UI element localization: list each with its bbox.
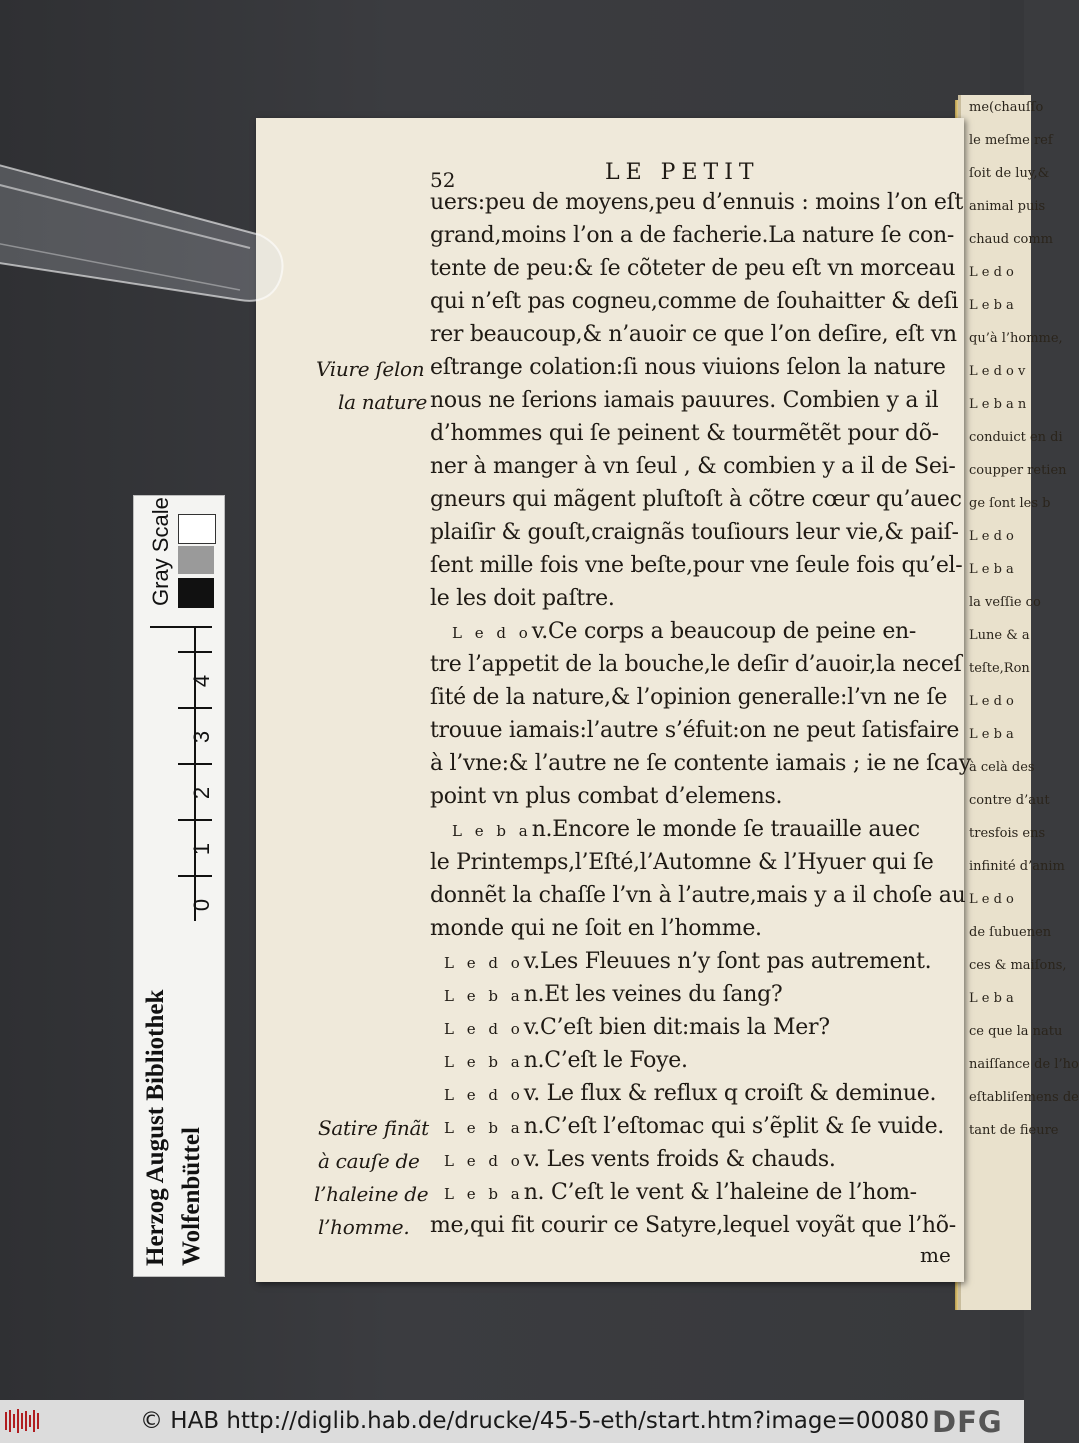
- text-line: le les doit paſtre.: [430, 586, 615, 611]
- speech-line: [444, 1048, 688, 1073]
- text-line: eſtrange colation:ſi nous viuions ſelon la nature: [430, 355, 946, 380]
- text-line: v. Le flux & reflux q croiſt & deminue.: [523, 1081, 937, 1106]
- text-line: ner à manger à vn ſeul , & combien y a il de Sei-: [430, 454, 956, 479]
- text-line: nous ne ſerions iamais pauures. Combien y a il: [430, 388, 939, 413]
- text-line: me,qui fit courir ce Satyre,lequel voyãt que l’hõ-: [430, 1213, 956, 1238]
- adjacent-page-fragment: la veſſie co: [969, 595, 1041, 610]
- speaker-label: L e b a: [444, 1185, 524, 1203]
- speaker-label: L e b a: [444, 1119, 524, 1137]
- scale-number: 3: [189, 730, 215, 744]
- margin-note: l’homme.: [318, 1215, 410, 1239]
- swatch-white: [178, 514, 216, 544]
- text-line: le Printemps,l’Eſté,l’Automne & l’Hyuer qui ſe: [430, 850, 934, 875]
- footer-bar: [0, 1400, 1024, 1443]
- text-line: à l’vne:& l’autre ne ſe contente iamais ; ie ne ſcay: [430, 751, 971, 776]
- swatch-black: [178, 578, 214, 608]
- adjacent-page-fragment: L e d o: [969, 265, 1014, 280]
- hab-logo-icon: [4, 1408, 44, 1434]
- scale-tick: [178, 763, 212, 765]
- adjacent-page-fragment: ces & maiſons,: [969, 958, 1067, 973]
- scale-tick: [178, 875, 212, 877]
- speech-line: [444, 1147, 836, 1172]
- text-line: gneurs qui mãgent pluſtoſt à cõtre cœur qu’auec: [430, 487, 962, 512]
- adjacent-page-fragment: L e d o: [969, 529, 1014, 544]
- margin-note: la nature: [338, 390, 428, 414]
- text-line: v.Les Fleuues n’y ſont pas autrement.: [523, 949, 932, 974]
- speech-line: [444, 1015, 830, 1040]
- catchword: me: [920, 1243, 951, 1267]
- margin-note: Viure ſelon: [316, 357, 425, 381]
- text-line: n.Et les veines du ſang?: [523, 982, 783, 1007]
- page-number: 52: [430, 168, 456, 192]
- text-line: v.Ce corps a beaucoup de peine en-: [531, 619, 917, 644]
- margin-note: Satire finãt: [318, 1116, 429, 1140]
- margin-note: à cauſe de: [318, 1149, 420, 1173]
- scale-tick: [178, 819, 212, 821]
- speaker-label: L e d o: [444, 954, 524, 972]
- speech-line: [452, 817, 920, 842]
- adjacent-page-fragment: tant de fieure: [969, 1123, 1059, 1138]
- adjacent-page-fragment: conduict en di: [969, 430, 1063, 445]
- speech-line: [444, 1180, 917, 1205]
- margin-note: l’haleine de: [314, 1182, 429, 1206]
- speech-line: [444, 982, 782, 1007]
- speaker-label: L e d o: [444, 1086, 524, 1104]
- institution-name: Herzog August Bibliothek: [142, 989, 169, 1266]
- speaker-label: L e d o: [444, 1020, 524, 1038]
- speaker-label: L e d o: [452, 624, 532, 642]
- text-line: d’hommes qui ſe peinent & tourmẽtẽt pour dõ-: [430, 421, 939, 446]
- text-line: n. C’eſt le vent & l’haleine de l’hom-: [523, 1180, 917, 1205]
- scale-tick: [150, 626, 212, 628]
- adjacent-page-fragment: L e d o v: [969, 364, 1026, 379]
- adjacent-page-fragment: ſoit de luy,&: [969, 166, 1050, 181]
- running-head: LE PETIT: [605, 160, 760, 185]
- adjacent-page: [958, 95, 1079, 1310]
- adjacent-page-fragment: ge ſont les b: [969, 496, 1051, 511]
- speaker-label: L e d o: [444, 1152, 524, 1170]
- text-line: qui n’eſt pas cogneu,comme de ſouhaitter & deſi: [430, 289, 959, 314]
- text-line: n.Encore le monde ſe trauaille auec: [531, 817, 920, 842]
- adjacent-page-fragment: naiſſance de l’ho: [969, 1057, 1079, 1072]
- adjacent-page-fragment: de ſubuenen: [969, 925, 1052, 940]
- adjacent-page-fragment: L e b a: [969, 298, 1014, 313]
- text-line: v.C’eſt bien dit:mais la Mer?: [523, 1015, 830, 1040]
- text-line: donnẽt la chaſſe l’vn à l’autre,mais y a il choſe au: [430, 883, 966, 908]
- gray-scale-label: Gray Scale: [148, 497, 173, 606]
- adjacent-page-fragment: me(chauſſo: [969, 100, 1044, 115]
- speech-line: [444, 1114, 944, 1139]
- institution-city: Wolfenbüttel: [178, 1127, 205, 1266]
- gray-scale-ruler: [133, 495, 225, 1277]
- text-line: tre l’appetit de la bouche,le deſir d’auoir,la neceſ: [430, 652, 962, 677]
- speaker-label: L e b a: [444, 1053, 524, 1071]
- speech-line: [444, 949, 931, 974]
- adjacent-page-fragment: L e d o: [969, 694, 1014, 709]
- swatch-gray: [178, 546, 214, 574]
- text-line: trouue iamais:l’autre s’éfuit:on ne peut ſatisfaire: [430, 718, 960, 743]
- text-line: monde qui ne ſoit en l’homme.: [430, 916, 762, 941]
- adjacent-page-fragment: L e b a: [969, 991, 1014, 1006]
- text-line: n.C’eſt l’eſtomac qui s’ẽplit & ſe vuide.: [523, 1114, 944, 1139]
- adjacent-page-fragment: à celà des: [969, 760, 1035, 775]
- scale-number: 0: [189, 898, 215, 912]
- scale-tick: [178, 707, 212, 709]
- adjacent-page-fragment: tresfois ens: [969, 826, 1046, 841]
- scale-number: 2: [189, 786, 215, 800]
- text-line: point vn plus combat d’elemens.: [430, 784, 783, 809]
- adjacent-page-fragment: L e b a n: [969, 397, 1027, 412]
- scale-number: 1: [189, 842, 215, 856]
- text-line: plaiſir & gouſt,craignãs touſiours leur vie,& paiſ-: [430, 520, 959, 545]
- adjacent-page-fragment: L e b a: [969, 562, 1014, 577]
- adjacent-page-fragment: L e d o: [969, 892, 1014, 907]
- footer-credit-link[interactable]: © HAB http://diglib.hab.de/drucke/45-5-eth/start.htm?image=00080: [140, 1408, 930, 1434]
- speaker-label: L e b a: [444, 987, 524, 1005]
- speaker-label: L e b a: [452, 822, 532, 840]
- adjacent-page-fragment: contre d’aut: [969, 793, 1050, 808]
- text-line: uers:peu de moyens,peu d’ennuis : moins l’on eſt: [430, 190, 964, 215]
- adjacent-page-fragment: eſtabliſemens de: [969, 1090, 1079, 1105]
- adjacent-page-fragment: qu’à l’homme,: [969, 331, 1063, 346]
- adjacent-page-fragment: animal puis: [969, 199, 1046, 214]
- adjacent-page-fragment: Lune & a: [969, 628, 1030, 643]
- scale-tick: [178, 651, 212, 653]
- adjacent-page-fragment: ce que la natu: [969, 1024, 1063, 1039]
- text-line: ſité de la nature,& l’opinion generalle:l’vn ne ſe: [430, 685, 948, 710]
- adjacent-page-fragment: teſte,Ron: [969, 661, 1030, 676]
- adjacent-page-fragment: chaud comm: [969, 232, 1053, 247]
- speech-line: [452, 619, 916, 644]
- text-line: ſent mille fois vne beſte,pour vne ſeule fois qu’el-: [430, 553, 963, 578]
- adjacent-page-fragment: coupper retien: [969, 463, 1067, 478]
- scale-number: 4: [189, 674, 215, 688]
- adjacent-page-fragment: le meſme ref: [969, 133, 1053, 148]
- dfg-logo: DFG: [932, 1405, 1003, 1439]
- text-line: n.C’eſt le Foye.: [523, 1048, 688, 1073]
- text-line: tente de peu:& ſe cõteter de peu eſt vn morceau: [430, 256, 956, 281]
- text-line: v. Les vents froids & chauds.: [523, 1147, 836, 1172]
- speech-line: [444, 1081, 936, 1106]
- adjacent-page-fragment: infinité d’anim: [969, 859, 1065, 874]
- text-line: grand,moins l’on a de facherie.La nature ſe con-: [430, 223, 954, 248]
- adjacent-page-fragment: L e b a: [969, 727, 1014, 742]
- text-line: rer beaucoup,& n’auoir ce que l’on deſire, eſt vn: [430, 322, 957, 347]
